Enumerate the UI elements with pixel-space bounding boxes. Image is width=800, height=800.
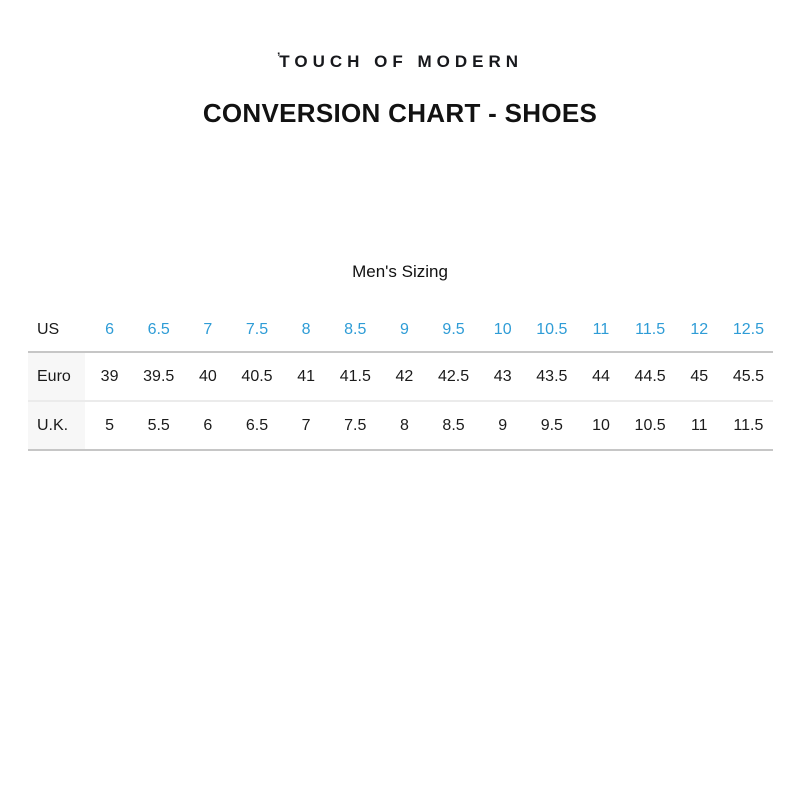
size-cell-uk-14: 11.5 <box>733 416 764 434</box>
size-cell-us-12: 11.5 <box>635 320 666 338</box>
size-cell-euro-2: 39.5 <box>143 367 175 385</box>
size-cell-euro-13: 45 <box>690 367 709 385</box>
size-cell-uk-12: 10.5 <box>634 416 666 434</box>
size-cell-us-13: 12 <box>690 320 709 338</box>
logo-accent-mark: ʼ <box>276 50 281 64</box>
sizing-table <box>28 308 773 451</box>
size-cell-us-2: 6.5 <box>147 320 170 338</box>
size-cell-euro-5: 41 <box>297 367 316 385</box>
size-cell-us-1: 6 <box>105 320 115 338</box>
size-cell-uk-8: 8.5 <box>442 416 465 434</box>
size-cell-uk-6: 7.5 <box>344 416 367 434</box>
size-cell-euro-10: 43.5 <box>536 367 568 385</box>
size-cell-us-3: 7 <box>203 320 213 338</box>
size-cell-us-11: 11 <box>592 320 610 338</box>
size-cell-euro-8: 42.5 <box>437 367 470 385</box>
size-cell-euro-12: 44.5 <box>634 367 666 385</box>
row-label-euro: Euro <box>28 353 85 400</box>
size-cell-uk-5: 7 <box>301 416 311 434</box>
brand-logo <box>0 0 800 74</box>
size-cell-us-7: 9 <box>399 320 409 338</box>
size-cell-uk-13: 11 <box>690 416 708 434</box>
size-cell-uk-7: 8 <box>399 416 409 434</box>
size-cell-uk-4: 6.5 <box>245 416 269 434</box>
row-label-uk: U.K. <box>28 402 85 449</box>
table-row-us <box>28 308 773 353</box>
size-cell-uk-11: 10 <box>592 416 610 434</box>
size-cell-euro-6: 41.5 <box>339 367 371 385</box>
size-cell-us-10: 10.5 <box>536 320 568 338</box>
size-cell-uk-2: 5.5 <box>147 416 170 434</box>
table-row-euro <box>28 353 773 402</box>
size-cell-us-8: 9.5 <box>442 320 465 338</box>
size-cell-uk-10: 9.5 <box>540 416 563 434</box>
size-cell-euro-14: 45.5 <box>732 367 764 385</box>
size-cell-euro-1: 39 <box>100 367 119 385</box>
size-cell-us-4: 7.5 <box>245 320 269 338</box>
size-cell-us-5: 8 <box>301 320 311 338</box>
size-cell-uk-3: 6 <box>203 416 213 434</box>
page-title: CONVERSION CHART - SHOES <box>202 98 598 128</box>
size-cell-euro-9: 43 <box>493 367 512 385</box>
size-cell-uk-9: 9 <box>498 416 508 434</box>
size-cell-euro-4: 40.5 <box>241 367 273 385</box>
size-cell-uk-1: 5 <box>105 416 115 434</box>
size-cell-us-6: 8.5 <box>344 320 367 338</box>
brand-logo-text: TOUCH OF MODERN <box>279 52 524 71</box>
size-cell-euro-11: 44 <box>592 367 610 385</box>
table-row-uk <box>28 402 773 451</box>
size-cell-us-9: 10 <box>493 320 512 338</box>
section-title-mens-sizing: Men's Sizing <box>352 262 448 281</box>
size-cell-euro-7: 42 <box>395 367 414 385</box>
row-label-us: US <box>37 320 60 338</box>
size-cell-euro-3: 40 <box>198 367 217 385</box>
size-cell-us-14: 12.5 <box>732 320 764 338</box>
